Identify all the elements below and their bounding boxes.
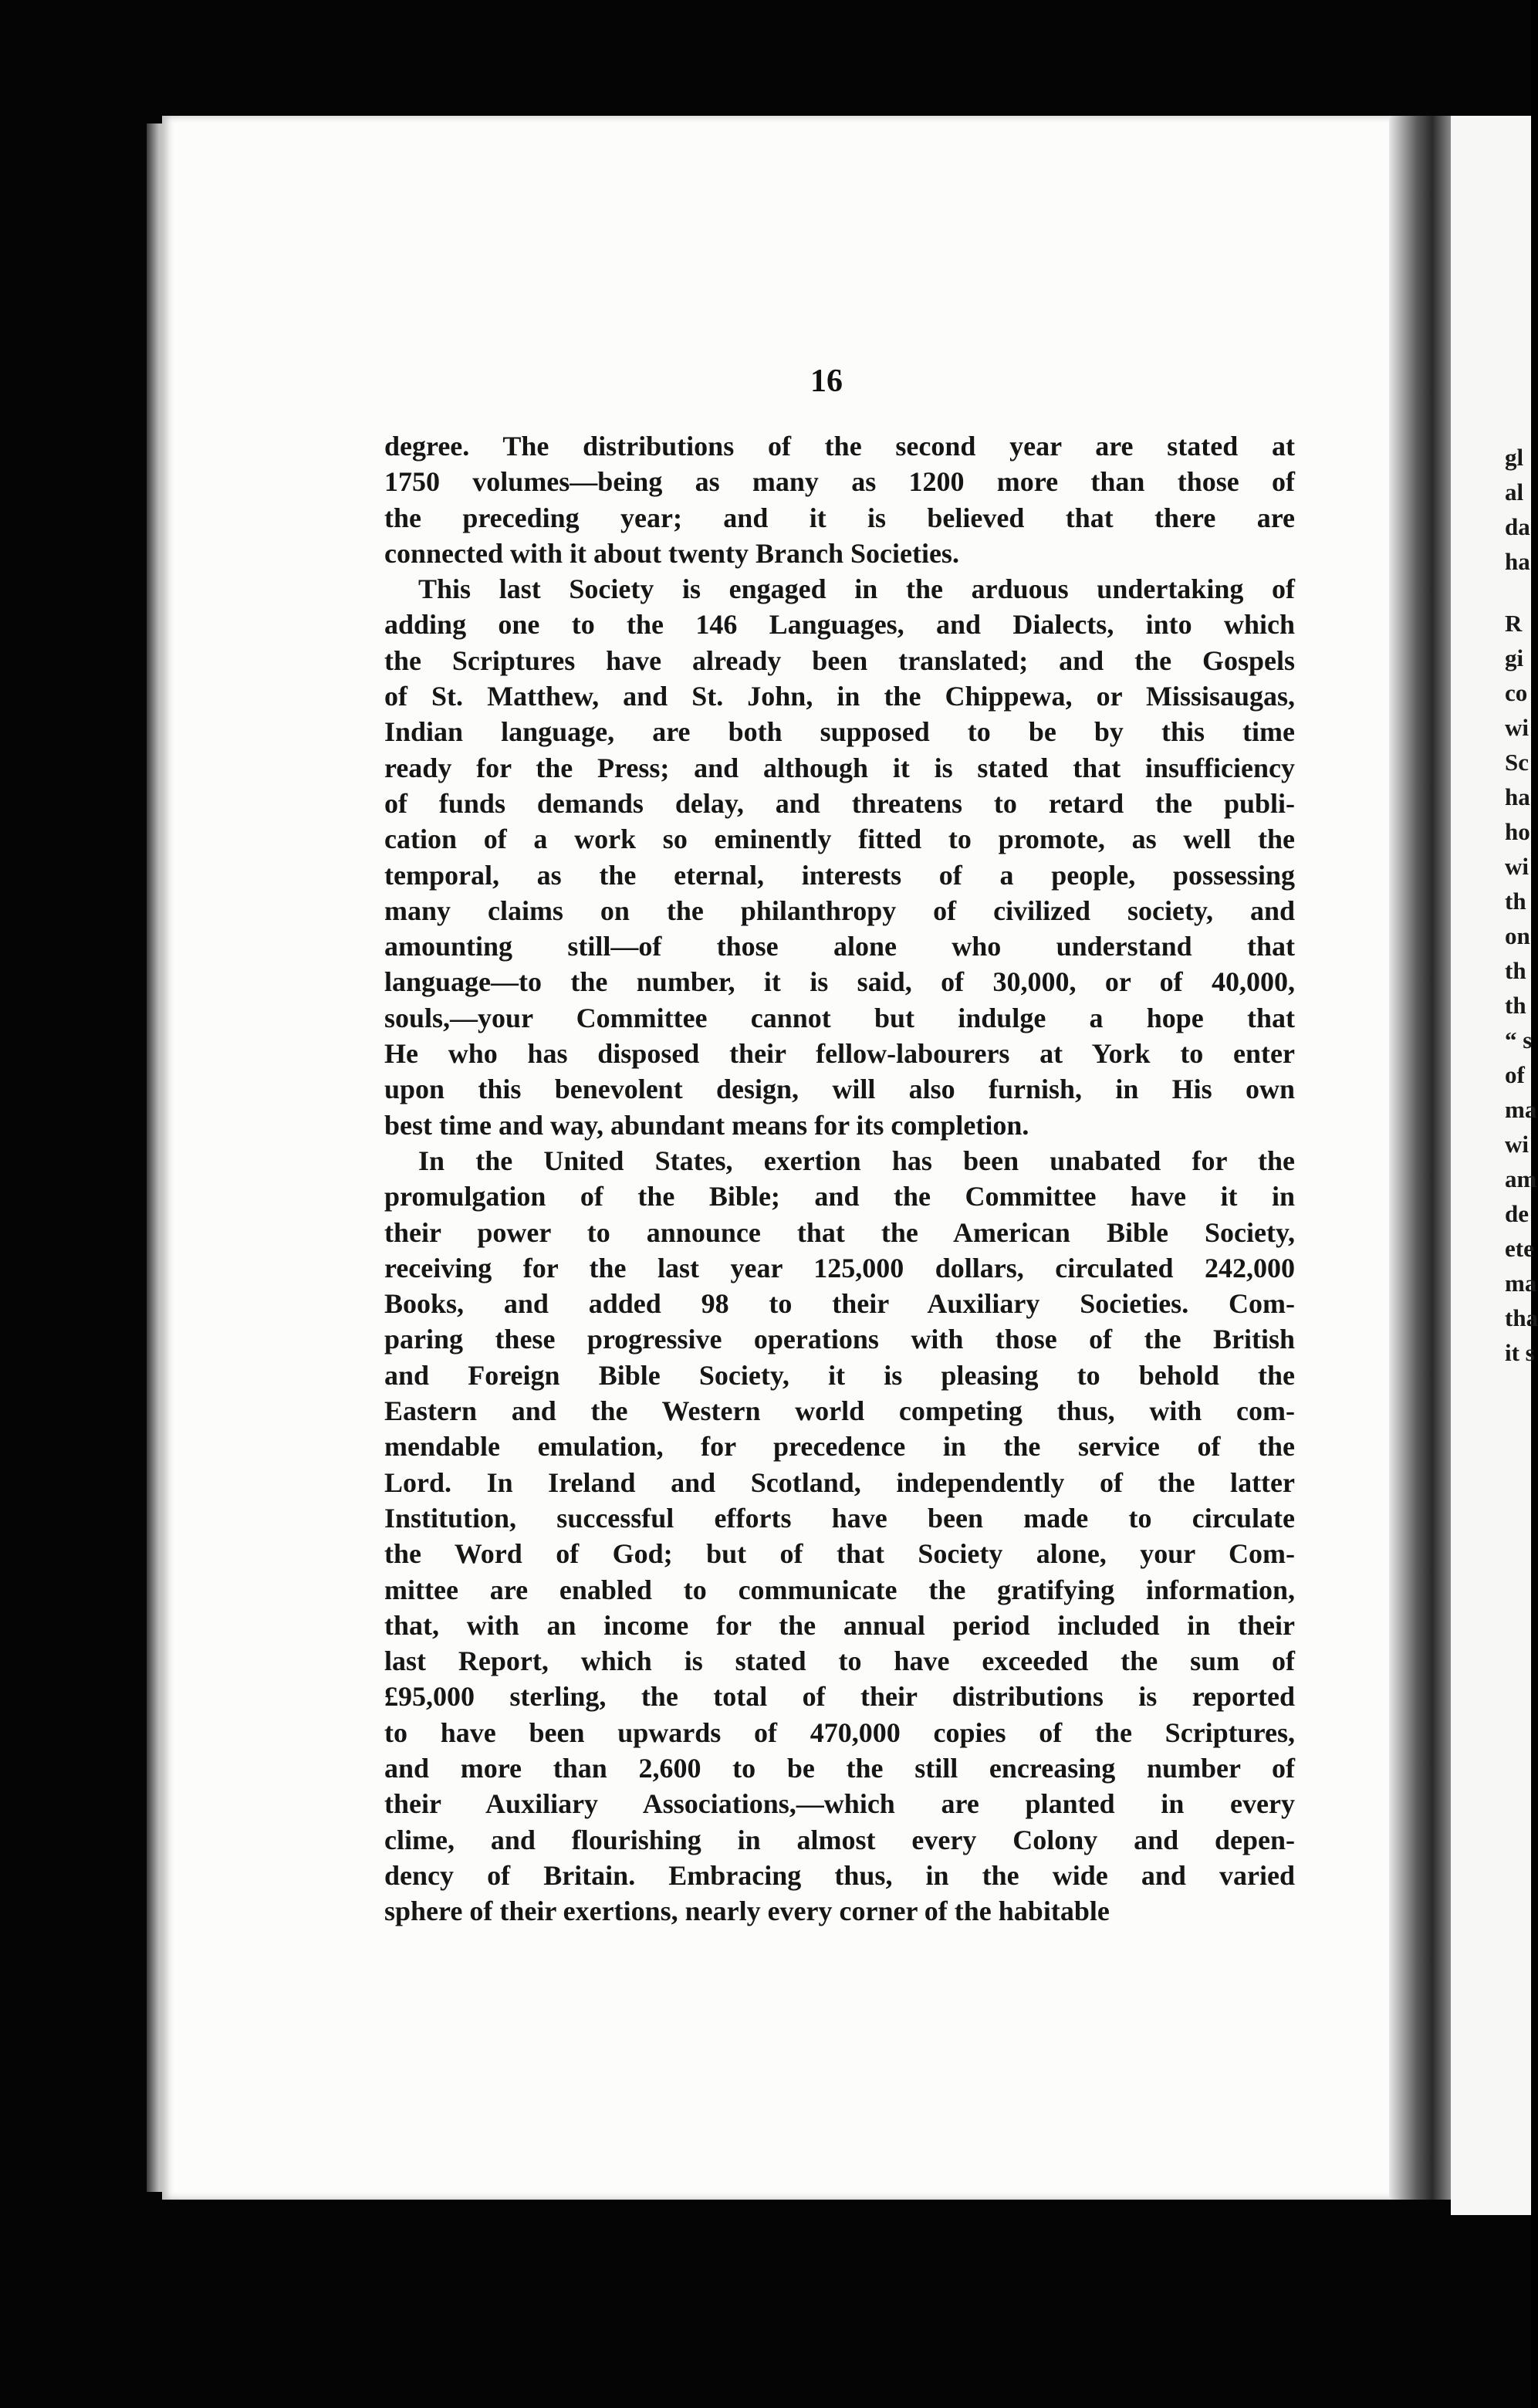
text-line: paring these progressive operations with those of the British [384, 1324, 1295, 1355]
book-gutter [1389, 116, 1451, 2200]
text-line: Eastern and the Western world competing thus, with com- [384, 1395, 1295, 1427]
adjacent-page-text-fragment: wi [1505, 1131, 1529, 1158]
adjacent-page-text-fragment: ho [1505, 818, 1530, 845]
paragraph-3 [384, 1143, 1295, 1929]
adjacent-page-text-fragment: am [1505, 1165, 1537, 1192]
adjacent-page-text-fragment: tha [1505, 1304, 1538, 1331]
text-line: language—to the number, it is said, of 30,000, or of 40,000, [384, 966, 1295, 998]
adjacent-page-text-fragment: gi [1505, 644, 1524, 671]
text-line: clime, and flourishing in almost every Colony and depen- [384, 1824, 1295, 1855]
adjacent-page-text-fragment: al [1505, 479, 1524, 506]
text-line: This last Society is engaged in the arduous undertaking of [418, 573, 1295, 605]
text-line: temporal, as the eternal, interests of a people, possessing [384, 859, 1295, 891]
adjacent-page-text-fragment: ha [1505, 783, 1530, 810]
adjacent-page-text-fragment: da [1505, 513, 1530, 540]
paragraph-1 [384, 428, 1295, 571]
adjacent-page-text-fragment: co [1505, 679, 1528, 706]
adjacent-page-text-fragment: ete [1505, 1235, 1534, 1262]
text-line: many claims on the philanthropy of civilized society, and [384, 895, 1295, 926]
text-line: amounting still—of those alone who understand that [384, 931, 1295, 962]
adjacent-page-text-fragment: of [1505, 1061, 1525, 1088]
text-line: the Word of God; but of that Society alone, your Com- [384, 1538, 1295, 1570]
page-number: 16 [810, 364, 843, 399]
adjacent-page-text-fragment: gl [1505, 444, 1524, 471]
text-line: of St. Matthew, and St. John, in the Chippewa, or Missisaugas, [384, 681, 1295, 712]
text-line: upon this benevolent design, will also furnish, in His own [384, 1074, 1295, 1105]
text-line: souls,—your Committee cannot but indulge a hope that [384, 1002, 1295, 1033]
adjacent-page-text-fragment: Sc [1505, 749, 1529, 776]
text-line: 1750 volumes—being as many as 1200 more than those of [384, 466, 1295, 498]
text-line: promulgation of the Bible; and the Committee have it in [384, 1181, 1295, 1212]
adjacent-page-fragment [1451, 116, 1538, 2215]
adjacent-page-text-fragment: on [1505, 922, 1530, 949]
adjacent-page-text-fragment: th [1505, 992, 1526, 1019]
text-line: mittee are enabled to communicate the gratifying information, [384, 1574, 1295, 1605]
text-line: He who has disposed their fellow-labourers at York to enter [384, 1038, 1295, 1070]
text-line: connected with it about twenty Branch Societies. [384, 537, 959, 569]
text-line: and more than 2,600 to be the still encreasing number of [384, 1752, 1295, 1784]
text-line: the Scriptures have already been translated; and the Gospels [384, 644, 1295, 676]
text-line: that, with an income for the annual period included in their [384, 1609, 1295, 1641]
text-line: Indian language, are both supposed to be by this time [384, 716, 1295, 748]
text-line: Books, and added 98 to their Auxiliary Societies. Com- [384, 1288, 1295, 1320]
adjacent-page-text-fragment: wi [1505, 714, 1529, 741]
adjacent-page-text-fragment: ma [1505, 1096, 1537, 1123]
adjacent-page-text-fragment: th [1505, 957, 1526, 984]
text-line: cation of a work so eminently fitted to promote, as well the [384, 824, 1295, 855]
text-line: mendable emulation, for precedence in the service of the [384, 1431, 1295, 1463]
text-line: and Foreign Bible Society, it is pleasing to behold the [384, 1359, 1295, 1391]
text-line: to have been upwards of 470,000 copies of the Scriptures, [384, 1716, 1295, 1748]
text-line: receiving for the last year 125,000 dollars, circulated 242,000 [384, 1252, 1295, 1283]
text-line: ready for the Press; and although it is stated that insufficiency [384, 752, 1295, 783]
paragraph-2 [384, 571, 1295, 1143]
text-line: best time and way, abundant means for its completion. [384, 1109, 1029, 1141]
adjacent-page-text-fragment: R [1505, 610, 1523, 637]
text-line: last Report, which is stated to have exceeded the sum of [384, 1645, 1295, 1677]
text-line: their Auxiliary Associations,—which are planted in every [384, 1788, 1295, 1820]
adjacent-page-text-fragment: it s [1505, 1339, 1535, 1366]
text-line: Lord. In Ireland and Scotland, independently of the latter [384, 1466, 1295, 1498]
adjacent-page-text-fragment: th [1505, 888, 1526, 915]
text-line: of funds demands delay, and threatens to retard the publi- [384, 787, 1295, 819]
text-line: £95,000 sterling, the total of their distributions is reported [384, 1681, 1295, 1713]
adjacent-page-text-fragment: “ s [1505, 1026, 1533, 1054]
page-body-text [384, 428, 1295, 1929]
text-line: In the United States, exertion has been unabated for the [418, 1145, 1295, 1176]
text-line: dency of Britain. Embracing thus, in the wide and varied [384, 1859, 1295, 1891]
text-line: degree. The distributions of the second year are stated at [384, 431, 1295, 462]
text-line: sphere of their exertions, nearly every corner of the habitable [384, 1896, 1110, 1927]
adjacent-page-text-fragment: de [1505, 1200, 1529, 1227]
adjacent-page-text-fragment: ma [1505, 1270, 1537, 1297]
text-line: adding one to the 146 Languages, and Dialects, into which [384, 609, 1295, 641]
text-line: their power to announce that the American Bible Society, [384, 1216, 1295, 1248]
adjacent-page-text-fragment: ha [1505, 548, 1530, 575]
text-line: the preceding year; and it is believed that there are [384, 502, 1295, 533]
text-line: Institution, successful efforts have been made to circulate [384, 1502, 1295, 1534]
adjacent-page-text-fragment: wi [1505, 853, 1529, 880]
